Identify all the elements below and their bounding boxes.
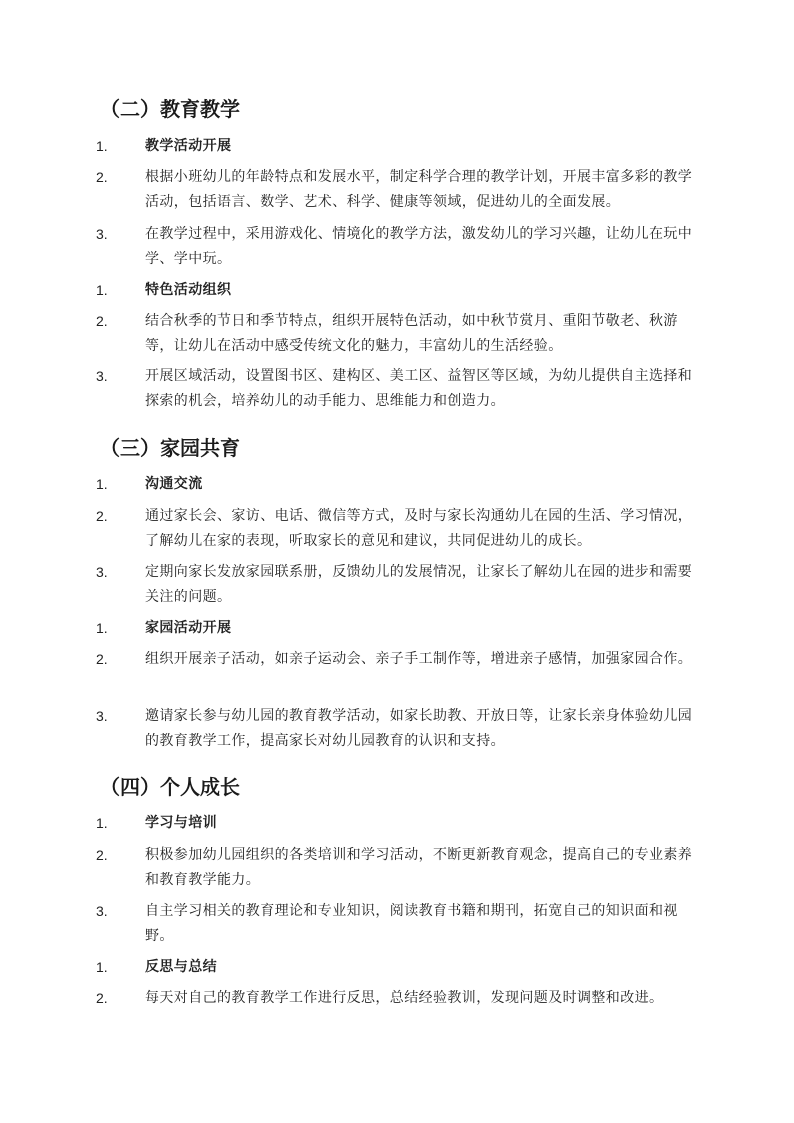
list-number: 1. — [96, 138, 108, 154]
subheading-text: 沟通交流 — [145, 476, 203, 492]
list-number: 2. — [96, 169, 108, 185]
list-number: 1. — [96, 282, 108, 298]
list-number: 3. — [96, 708, 108, 724]
paragraph-text: 组织开展亲子活动，如亲子运动会、亲子手工制作等，增进亲子感情，加强家园合作。 — [145, 651, 693, 667]
list-number: 2. — [96, 508, 108, 524]
subheading-text: 教学活动开展 — [145, 138, 232, 154]
paragraph-text: 开展区域活动，设置图书区、建构区、美工区、益智区等区域，为幼儿提供自主选择和探索的机会，培养幼儿的动手能力、思维能力和创造力。 — [145, 368, 693, 409]
list-number: 3. — [96, 564, 108, 580]
paragraph-text: 结合秋季的节日和季节特点，组织开展特色活动，如中秋节赏月、重阳节敬老、秋游等，让幼儿在活动中感受传统文化的魅力，丰富幼儿的生活经验。 — [145, 313, 678, 354]
list-number: 1. — [96, 959, 108, 975]
paragraph-text: 根据小班幼儿的年龄特点和发展水平，制定科学合理的教学计划，开展丰富多彩的教学活动，包括语言、数学、艺术、科学、健康等领域，促进幼儿的全面发展。 — [145, 169, 693, 210]
list-number: 2. — [96, 990, 108, 1006]
paragraph-text: 通过家长会、家访、电话、微信等方式，及时与家长沟通幼儿在园的生活、学习情况，了解幼儿在家的表现，听取家长的意见和建议，共同促进幼儿的成长。 — [145, 508, 693, 549]
paragraph-text: 积极参加幼儿园组织的各类培训和学习活动，不断更新教育观念，提高自己的专业素养和教育教学能力。 — [145, 847, 693, 888]
subheading-text: 反思与总结 — [145, 959, 217, 975]
list-number: 1. — [96, 476, 108, 492]
paragraph-text: 在教学过程中，采用游戏化、情境化的教学方法，激发幼儿的学习兴趣，让幼儿在玩中学、学中玩。 — [145, 226, 693, 267]
paragraph-text: 自主学习相关的教育理论和专业知识，阅读教育书籍和期刊，拓宽自己的知识面和视野。 — [145, 903, 678, 944]
subheading-text: 家园活动开展 — [145, 620, 232, 636]
list-number: 3. — [96, 226, 108, 242]
paragraph-text: 每天对自己的教育教学工作进行反思，总结经验教训，发现问题及时调整和改进。 — [145, 990, 664, 1006]
paragraph-text: 邀请家长参与幼儿园的教育教学活动，如家长助教、开放日等，让家长亲身体验幼儿园的教育教学工作，提高家长对幼儿园教育的认识和支持。 — [145, 708, 693, 749]
paragraph-text: 定期向家长发放家园联系册，反馈幼儿的发展情况，让家长了解幼儿在园的进步和需要关注的问题。 — [145, 564, 693, 605]
section-heading-personal-growth: （四）个人成长 — [100, 775, 240, 799]
list-number: 2. — [96, 651, 108, 667]
list-number: 3. — [96, 368, 108, 384]
list-number: 1. — [96, 815, 108, 831]
section-heading-home-school: （三）家园共育 — [100, 436, 240, 460]
list-number: 2. — [96, 847, 108, 863]
section-heading-teaching: （二）教育教学 — [100, 97, 240, 121]
list-number: 2. — [96, 313, 108, 329]
subheading-text: 特色活动组织 — [145, 282, 232, 298]
list-number: 3. — [96, 903, 108, 919]
subheading-text: 学习与培训 — [145, 815, 217, 831]
list-number: 1. — [96, 620, 108, 636]
